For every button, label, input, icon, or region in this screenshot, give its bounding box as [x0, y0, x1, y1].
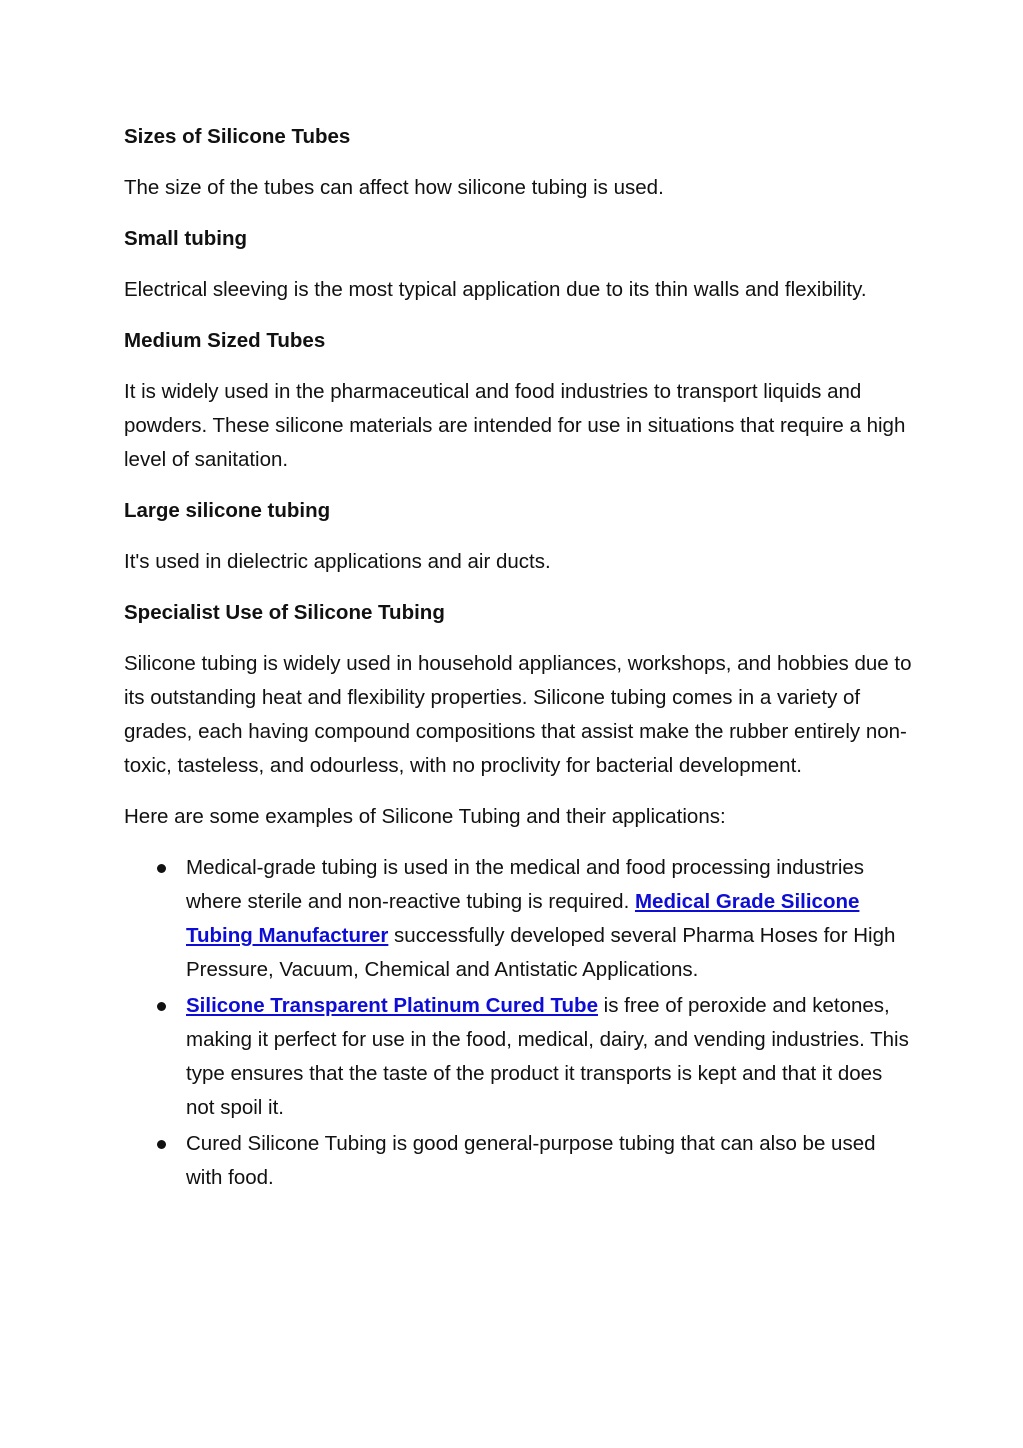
document-page [124, 120, 914, 1197]
section-body-specialist-use: Silicone tubing is widely used in household appliances, workshops, and hobbies due to its outstanding heat and flexibility properties. Silicone tubing comes in a variety of grades, each having compound compositions that assist make the rubber entirely non-toxic, tasteless, and odourless, with no proclivity for bacterial development. [124, 652, 912, 777]
section-body-large-tubing: It's used in dielectric applications and air ducts. [124, 550, 551, 573]
section-body-sizes: The size of the tubes can affect how silicone tubing is used. [124, 176, 664, 199]
section-heading-small-tubing: Small tubing [124, 227, 247, 250]
bullet-text-after: is free of peroxide and ketones, making it perfect for use in the food, medical, dairy, and vending industries. This type ensures that the taste of the product it transports is kept and that it does not spoil it. [186, 994, 909, 1119]
section-heading-medium-tubes: Medium Sized Tubes [124, 329, 326, 352]
bullet-icon [157, 864, 166, 873]
section-heading-specialist-use: Specialist Use of Silicone Tubing [124, 601, 445, 624]
section-body-medium-tubes: It is widely used in the pharmaceutical and food industries to transport liquids and powders. These silicone materials are intended for use in situations that require a high level of sanitation. [124, 380, 906, 471]
bullet-text: Cured Silicone Tubing is good general-purpose tubing that can also be used with food. [186, 1132, 876, 1189]
platinum-cured-tube-link[interactable]: Silicone Transparent Platinum Cured Tube [186, 994, 598, 1017]
examples-intro: Here are some examples of Silicone Tubing and their applications: [124, 805, 726, 828]
list-item [124, 851, 914, 987]
medical-grade-tubing-link[interactable]: Medical Grade Silicone Tubing Manufacturer [186, 890, 860, 947]
section-heading-sizes: Sizes of Silicone Tubes [124, 125, 351, 148]
bullet-text-after: successfully developed several Pharma Hoses for High Pressure, Vacuum, Chemical and Antistatic Applications. [186, 924, 896, 981]
list-item [124, 1127, 914, 1195]
bullet-text-before: Medical-grade tubing is used in the medical and food processing industries where sterile and non-reactive tubing is required. [186, 856, 865, 913]
bullet-icon [157, 1140, 166, 1149]
examples-list [124, 851, 914, 1195]
section-heading-large-tubing: Large silicone tubing [124, 499, 331, 522]
bullet-icon [157, 1002, 166, 1011]
list-item [124, 989, 914, 1125]
section-body-small-tubing: Electrical sleeving is the most typical application due to its thin walls and flexibility. [124, 278, 867, 301]
